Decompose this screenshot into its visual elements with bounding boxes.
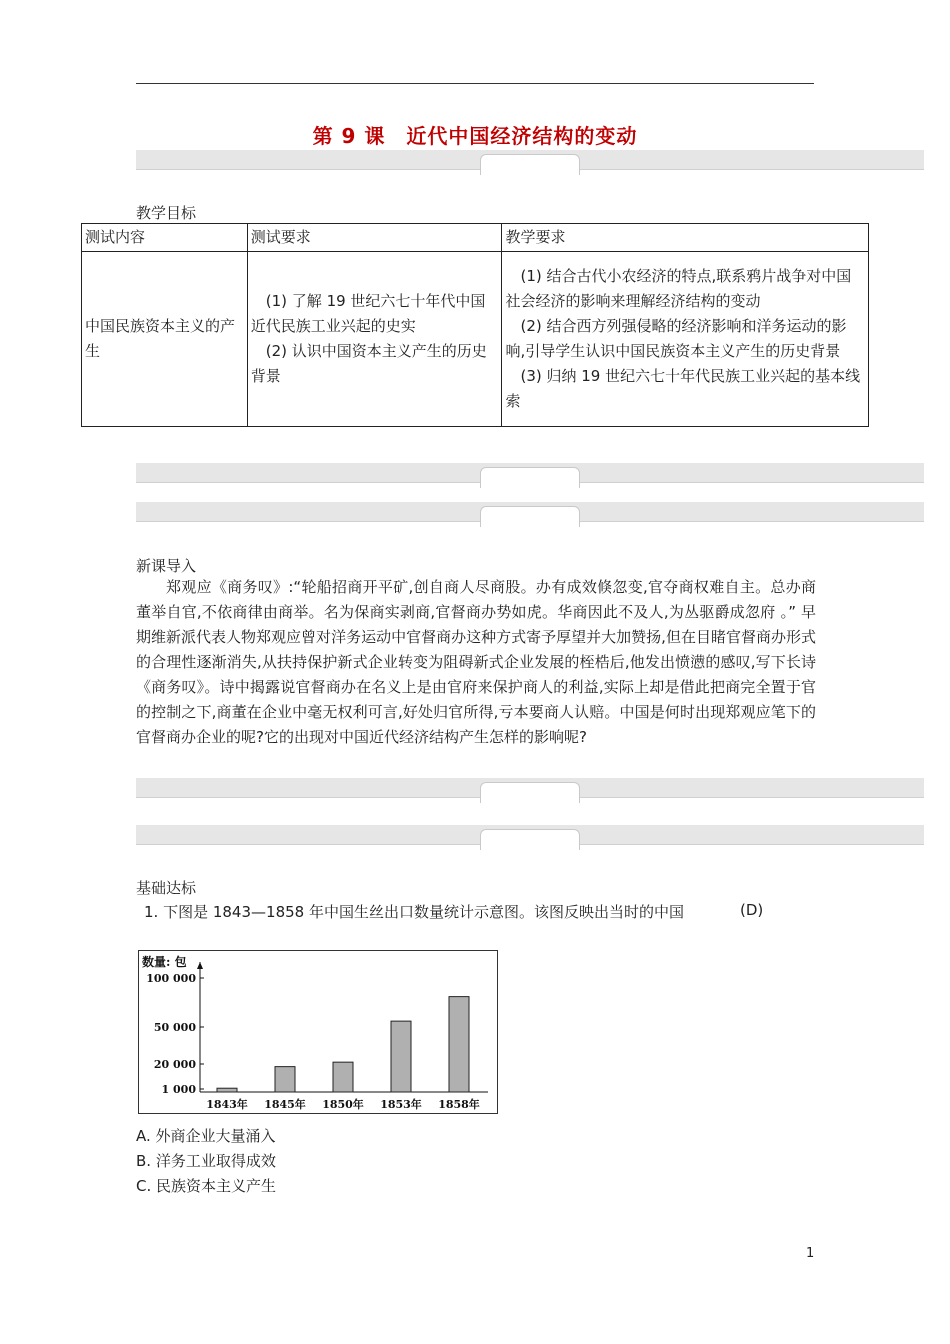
practice-label: 基础达标 xyxy=(136,879,197,897)
question-text: 1. 下图是 1843—1858 年中国生丝出口数量统计示意图。该图反映出当时的中国 xyxy=(144,903,684,921)
option-b: B. 洋务工业取得成效 xyxy=(136,1152,276,1170)
test-req-cell xyxy=(247,252,502,427)
section-banner xyxy=(136,502,924,522)
header-cell: 教学要求 xyxy=(502,224,869,252)
bar xyxy=(391,1021,411,1092)
section-banner xyxy=(136,825,924,845)
y-tick-label: 100 000 xyxy=(146,972,196,985)
section-banner xyxy=(136,463,924,483)
content-text: 中国民族资本主义的产生 xyxy=(85,317,236,360)
lesson-title: 第 9 课 近代中国经济结构的变动 xyxy=(312,124,638,148)
option-a: A. 外商企业大量涌入 xyxy=(136,1127,276,1145)
question-1 xyxy=(144,901,824,922)
x-tick-label: 1853年 xyxy=(380,1098,422,1111)
goals-table xyxy=(81,223,869,427)
teach-req-cell xyxy=(502,252,869,427)
teach-req-item: (2) 结合西方列强侵略的经济影响和洋务运动的影响,引导学生认识中国民族资本主义产生的历史背景 xyxy=(505,317,847,360)
bar xyxy=(449,997,469,1092)
x-tick-label: 1850年 xyxy=(322,1098,364,1111)
y-tick-label: 50 000 xyxy=(153,1021,196,1034)
table-row xyxy=(82,252,869,427)
page-number: 1 xyxy=(806,1246,815,1261)
bar xyxy=(275,1067,295,1092)
section-banner xyxy=(136,150,924,170)
teach-req-item: (1) 结合古代小农经济的特点,联系鸦片战争对中国社会经济的影响来理解经济结构的变动 xyxy=(505,267,852,310)
x-tick-label: 1845年 xyxy=(264,1098,306,1111)
section-banner xyxy=(136,778,924,798)
table-header-row xyxy=(82,224,869,252)
y-tick-label: 20 000 xyxy=(153,1058,196,1071)
header-cell: 测试内容 xyxy=(82,224,248,252)
goals-label: 教学目标 xyxy=(136,204,197,222)
test-req-item: (1) 了解 19 世纪六七十年代中国近代民族工业兴起的史实 xyxy=(250,292,486,335)
top-rule xyxy=(136,83,814,84)
answer-mark: (D) xyxy=(740,901,764,919)
bar xyxy=(217,1088,237,1092)
test-req-item: (2) 认识中国资本主义产生的历史背景 xyxy=(250,342,487,385)
intro-label: 新课导入 xyxy=(136,557,197,575)
x-tick-label: 1843年 xyxy=(206,1098,248,1111)
y-tick-label: 1 000 xyxy=(161,1083,196,1096)
intro-paragraph: 郑观应《商务叹》:“轮船招商开平矿,创自商人尽商股。办有成效倏忽变,官夺商权难自主。总办商董举自官,不依商律由商举。名为保商实剥商,官督商办势如虎。华商因此不及人,为丛驱爵成忽府 。” 早期维新派代表人物郑观应曾对洋务运动中官督商办这种方式寄予厚望并大加赞扬,但在目睹官督商办形式的合理性逐渐消失,从扶持保护新式企业转变为阻碍新式企业发展的桎梏后,他发出愤懑的感叹,写下长诗《商务叹》。诗中揭露说官督商办在名义上是由官府来保护商人的利益,实际上却是借此把商完全置于官的控制之下,商董在企业中毫无权利可言,好处归官所得,亏本要商人认赔。中国是何时出现郑观应笔下的官督商办企业的呢?它的出现对中国近代经济结构产生怎样的影响呢? xyxy=(136,578,816,746)
y-axis-label: 数量: 包 xyxy=(142,955,187,969)
bar xyxy=(333,1062,353,1092)
silk-export-chart xyxy=(138,950,498,1114)
option-c: C. 民族资本主义产生 xyxy=(136,1177,277,1195)
content-cell xyxy=(82,252,248,427)
x-tick-label: 1858年 xyxy=(438,1098,480,1111)
teach-req-item: (3) 归纳 19 世纪六七十年代民族工业兴起的基本线索 xyxy=(505,367,861,410)
header-cell: 测试要求 xyxy=(247,224,502,252)
